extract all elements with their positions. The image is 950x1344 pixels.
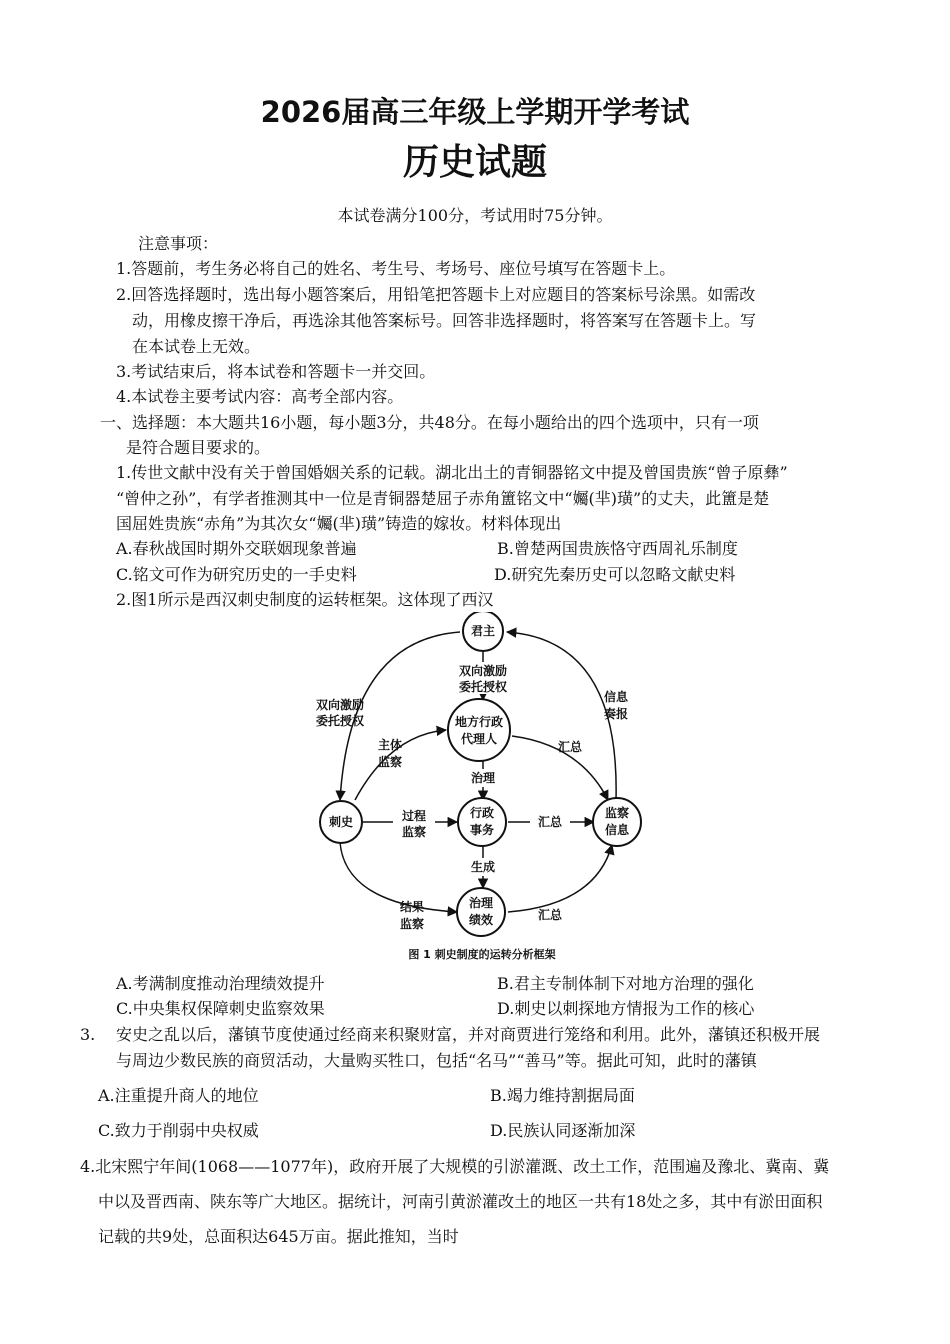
notice-heading: 注意事项： [138, 234, 219, 253]
arrow-info-to-ruler [507, 632, 616, 800]
edge-label: 主体 [377, 738, 403, 752]
question-2-option-b[interactable]: B.君主专制体制下对地方治理的强化 [497, 974, 754, 993]
arrow-cishi-to-performance [340, 842, 457, 912]
question-3-stem: 安史之乱以后，藩镇节度使通过经商来积聚财富，并对商贾进行笼络和利用。此外，藩镇还积极开展 [116, 1025, 821, 1044]
notice-item: 3.考试结束后，将本试卷和答题卡一并交回。 [116, 362, 436, 381]
edge-label: 委托授权 [315, 714, 365, 728]
node-agent [448, 699, 510, 761]
question-2-stem: 2.图1所示是西汉刺史制度的运转框架。这体现了西汉 [116, 590, 494, 609]
node-affairs-label: 行政 [469, 806, 495, 820]
section-heading: 一、选择题：本大题共16小题，每小题3分，共48分。在每小题给出的四个选项中，只有一项 [100, 413, 759, 432]
edge-label: 汇总 [557, 740, 583, 754]
node-performance-label: 绩效 [468, 913, 494, 927]
question-2-option-a[interactable]: A.考满制度推动治理绩效提升 [116, 974, 325, 993]
question-4-stem: 记载的共9处，总面积达645万亩。据此推知，当时 [98, 1227, 459, 1246]
cishi-system-diagram [300, 612, 660, 972]
question-2-option-d[interactable]: D.刺史以刺探地方情报为工作的核心 [497, 999, 755, 1018]
node-cishi-label: 刺史 [328, 815, 354, 829]
question-3-option-b[interactable]: B.竭力维持割据局面 [490, 1086, 635, 1105]
notice-item: 在本试卷上无效。 [132, 337, 261, 356]
edge-label: 治理 [470, 771, 496, 785]
question-1-option-d[interactable]: D.研究先秦历史可以忽略文献史料 [494, 565, 736, 584]
question-1-stem: “曾仲之孙”，有学者推测其中一位是青铜器楚屈子赤角簠铭文中“孎(芈)璜”的丈夫，此簠是楚 [116, 489, 770, 508]
question-3-option-c[interactable]: C.致力于削弱中央权威 [98, 1121, 259, 1140]
question-1-stem: 国屈姓贵族“赤角”为其次女“孎(芈)璜”铸造的嫁妆。材料体现出 [116, 514, 562, 533]
edge-label: 委托授权 [458, 680, 508, 694]
exam-title: 2026届高三年级上学期开学考试 [260, 95, 690, 129]
question-1-stem: 1.传世文献中没有关于曾国婚姻关系的记载。湖北出土的青铜器铭文中提及曾国贵族“曾子原彝” [116, 463, 788, 482]
edge-label: 监察 [401, 825, 427, 839]
edge-label: 监察 [377, 755, 403, 769]
question-4-stem: 4.北宋熙宁年间(1068——1077年)，政府开展了大规模的引淤灌溉、改土工作，范围遍及豫北、冀南、冀 [80, 1157, 830, 1176]
notice-item: 1.答题前，考生务必将自己的姓名、考生号、考场号、座位号填写在答题卡上。 [116, 259, 676, 278]
edge-label: 奏报 [603, 707, 629, 721]
node-info-label: 监察 [604, 806, 630, 820]
figure-caption: 图 1 刺史制度的运转分析框架 [408, 948, 556, 961]
edge-label: 双向激励 [458, 664, 508, 678]
arrow-performance-to-info [508, 845, 612, 912]
node-affairs-label: 事务 [469, 823, 495, 837]
section-heading-cont: 是符合题目要求的。 [126, 438, 271, 457]
notice-item: 2.回答选择题时，选出每小题答案后，用铅笔把答题卡上对应题目的答案标号涂黑。如需改 [116, 285, 756, 304]
edge-label: 结果 [399, 900, 425, 914]
question-3-option-a[interactable]: A.注重提升商人的地位 [98, 1086, 259, 1105]
node-agent-label: 代理人 [460, 732, 498, 746]
edge-label: 信息 [603, 690, 629, 704]
question-1-option-a[interactable]: A.春秋战国时期外交联姻现象普遍 [116, 539, 357, 558]
question-3-number: 3. [80, 1025, 96, 1044]
node-info-label: 信息 [604, 823, 630, 837]
edge-label: 监察 [399, 917, 425, 931]
node-ruler-label: 君主 [470, 624, 496, 638]
question-4-stem: 中以及晋西南、陕东等广大地区。据统计，河南引黄淤灌改土的地区一共有18处之多，其中有淤田面积 [98, 1192, 823, 1211]
subject-title: 历史试题 [402, 142, 547, 183]
exam-info: 本试卷满分100分，考试用时75分钟。 [337, 206, 613, 225]
question-3-stem: 与周边少数民族的商贸活动，大量购买牲口，包括“名马”“善马”等。据此可知，此时的藩镇 [116, 1051, 757, 1070]
question-3-option-d[interactable]: D.民族认同逐渐加深 [490, 1121, 636, 1140]
question-1-option-b[interactable]: B.曾楚两国贵族恪守西周礼乐制度 [497, 539, 738, 558]
edge-label: 生成 [470, 860, 496, 874]
edge-label: 双向激励 [315, 698, 365, 712]
question-2-option-c[interactable]: C.中央集权保障刺史监察效果 [116, 999, 325, 1018]
edge-label: 汇总 [537, 815, 563, 829]
edge-label: 汇总 [537, 908, 563, 922]
edge-label: 过程 [401, 809, 427, 823]
node-agent-label: 地方行政 [454, 715, 504, 729]
question-1-option-c[interactable]: C.铭文可作为研究历史的一手史料 [116, 565, 357, 584]
node-performance-label: 治理 [468, 896, 494, 910]
notice-item: 4.本试卷主要考试内容：高考全部内容。 [116, 387, 404, 406]
notice-item: 动，用橡皮擦干净后，再选涂其他答案标号。回答非选择题时，将答案写在答题卡上。写 [132, 311, 757, 330]
